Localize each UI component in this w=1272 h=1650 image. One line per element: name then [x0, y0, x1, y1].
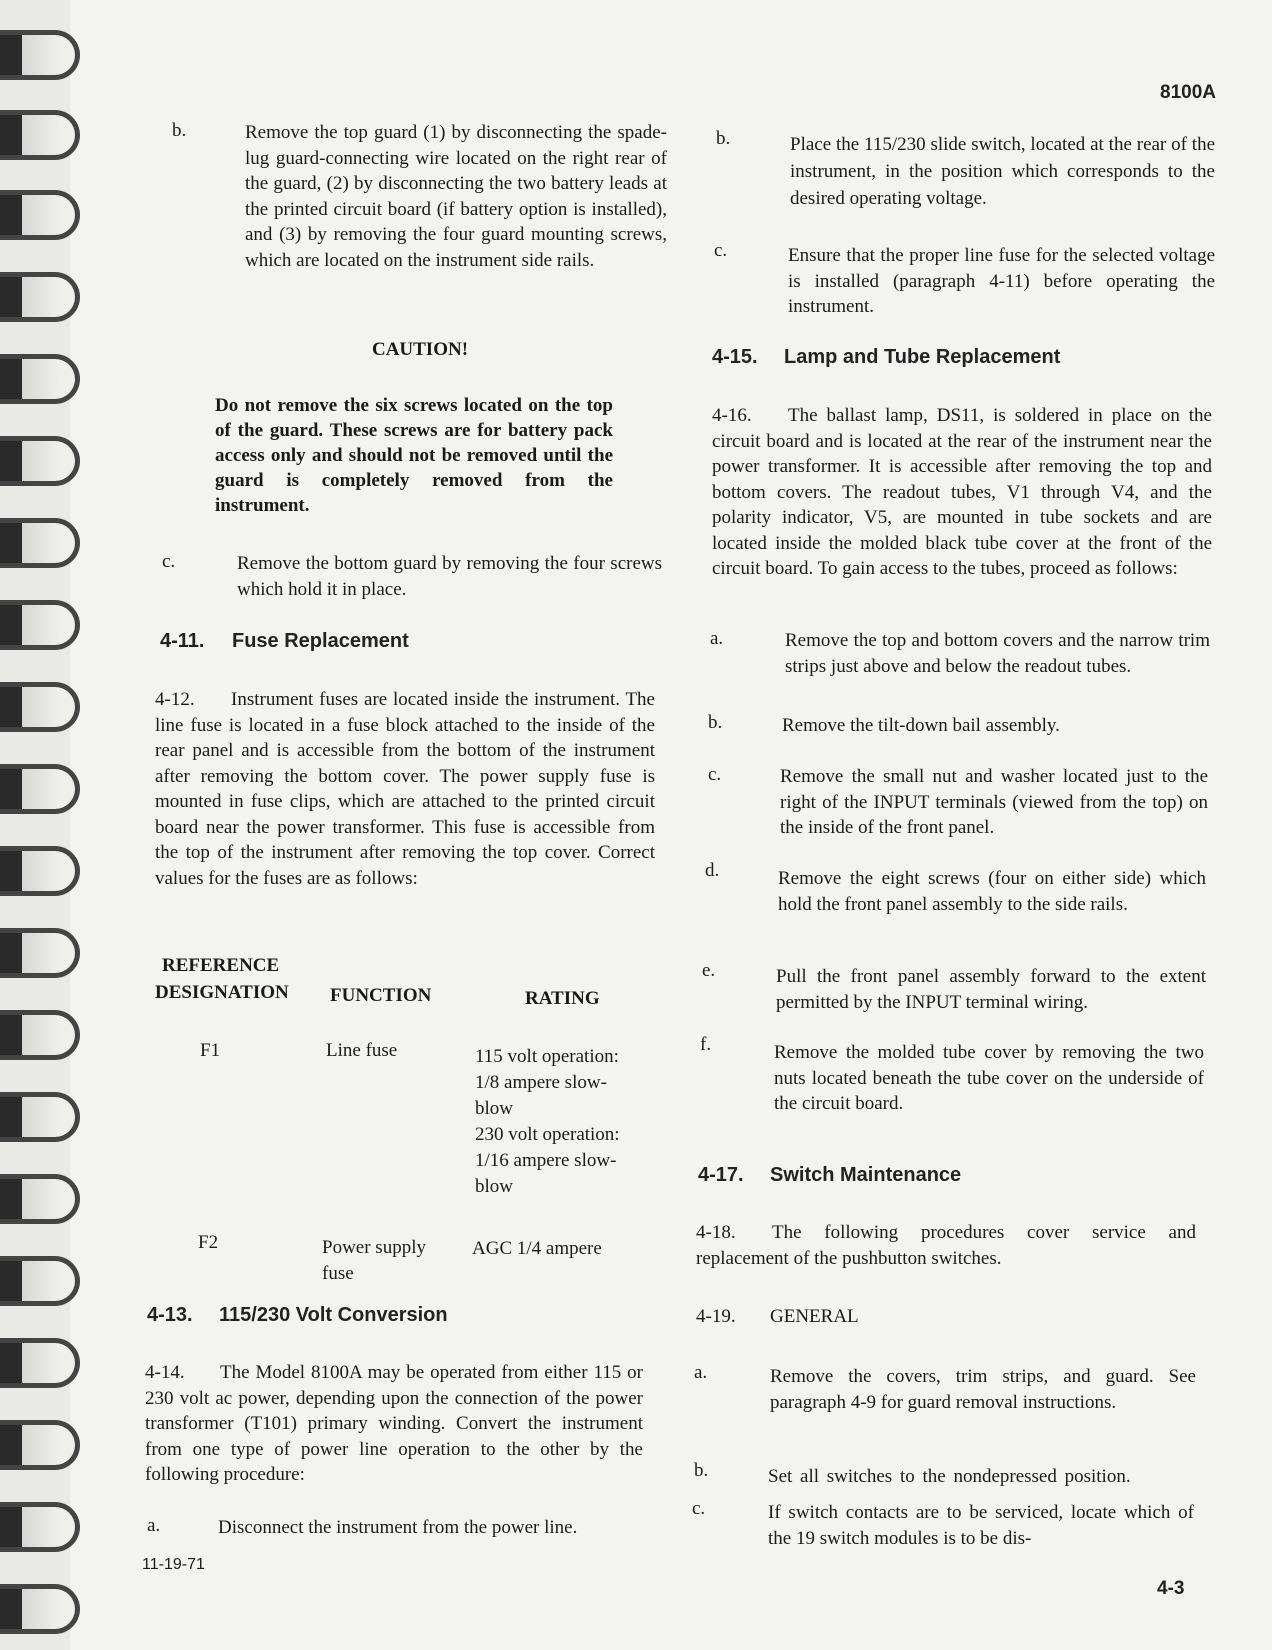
binding-coil [0, 1338, 80, 1388]
step-text: If switch contacts are to be serviced, locate which of the 19 switch modules is to be dis- [768, 1502, 1194, 1549]
section-title: 115/230 Volt Conversion [219, 1304, 448, 1326]
rating-line: 115 volt operation: [475, 1046, 619, 1067]
rating-line: blow [475, 1098, 513, 1119]
binding-coil [0, 600, 80, 650]
paragraph-number: 4-14. [145, 1362, 185, 1383]
binding-coil [0, 846, 80, 896]
rating-line: 1/8 ampere slow- [475, 1072, 607, 1093]
section-heading [698, 1164, 961, 1187]
paragraph-text: Instrument fuses are located inside the instrument. The line fuse is located in a fuse block attached to the inside of the rear panel and is accessible from the bottom of the instrument after removing the bottom cover. The power supply fuse is mounted in fuse clips, which are attached to the printed circuit board near the power transformer. This fuse is accessible from the top of the instrument after removing the top cover. Correct values for the fuses are as follows: [155, 689, 655, 889]
binding-coil [0, 1584, 80, 1634]
step-text: Remove the tilt-down bail assembly. [782, 715, 1060, 736]
rating-line: 230 volt operation: [475, 1124, 620, 1145]
paragraph-number: 4-16. [712, 405, 752, 426]
binding-coil [0, 518, 80, 568]
paragraph-text: The Model 8100A may be operated from either 115 or 230 volt ac power, depending upon the connection of the power transformer (T101) primary winding. Convert the instrument from one type of power line operation to the other by the following procedure: [145, 1362, 643, 1485]
step-text: Remove the covers, trim strips, and guard. See paragraph 4-9 for guard removal instructions. [770, 1366, 1196, 1413]
step-text: Pull the front panel assembly forward to the extent permitted by the INPUT terminal wiring. [776, 966, 1206, 1013]
step-label: a. [710, 628, 724, 649]
footer-date: 11-19-71 [142, 1556, 205, 1573]
paragraph-number: 4-19. [696, 1306, 736, 1327]
step-label: b. [694, 1460, 709, 1481]
section-title: Switch Maintenance [770, 1164, 962, 1186]
binding-coil [0, 110, 80, 160]
step-text: Remove the bottom guard by removing the four screws which hold it in place. [237, 553, 662, 600]
section-heading [712, 346, 1060, 369]
step-label: c. [692, 1498, 706, 1519]
step-label: f. [700, 1034, 712, 1055]
paragraph-number: 4-18. [696, 1222, 736, 1243]
step-label: b. [708, 712, 723, 733]
caution-title: CAUTION! [371, 339, 469, 360]
step-text: Ensure that the proper line fuse for the selected voltage is installed (paragraph 4-11) before operating the instrument. [788, 245, 1215, 317]
paragraph-4-12 [155, 687, 655, 891]
page-number: 4-3 [1157, 1578, 1185, 1599]
table-cell-rating: AGC 1/4 ampere [472, 1238, 602, 1259]
function-line: Power supply [322, 1237, 426, 1258]
table-cell-function [322, 1235, 426, 1287]
binding-coil [0, 30, 80, 80]
page-header-model: 8100A [1160, 82, 1216, 103]
table-header-rating: RATING [525, 988, 600, 1009]
paragraph-text: The following procedures cover service and replacement of the pushbutton switches. [696, 1222, 1196, 1269]
step-text: Remove the small nut and washer located just to the right of the INPUT terminals (viewed from the top) on the inside of the front panel. [780, 766, 1208, 838]
step-label: b. [716, 128, 731, 149]
binding-coil [0, 190, 80, 240]
step-label: b. [172, 120, 187, 141]
binding-coil [0, 1420, 80, 1470]
section-number: 4-17. [698, 1164, 744, 1186]
binding-coil [0, 928, 80, 978]
table-header-function: FUNCTION [330, 985, 432, 1006]
binding-coil [0, 1010, 80, 1060]
step-label: c. [708, 764, 722, 785]
paragraph-4-16 [712, 403, 1212, 582]
table-cell-function: Line fuse [326, 1040, 398, 1061]
table-cell-ref: F2 [198, 1232, 219, 1253]
section-title: Lamp and Tube Replacement [784, 346, 1061, 368]
rating-line: blow [475, 1176, 513, 1197]
paragraph-4-18 [696, 1220, 1196, 1271]
rating-line: 1/16 ampere slow- [475, 1150, 617, 1171]
binding-coil [0, 1502, 80, 1552]
paragraph-number: 4-12. [155, 689, 195, 710]
binding-coil [0, 1174, 80, 1224]
step-label: c. [714, 240, 728, 261]
step-text: Remove the top and bottom covers and the narrow trim strips just above and below the readout tubes. [785, 630, 1210, 677]
binding-coil [0, 436, 80, 486]
table-header-reference: REFERENCE [162, 955, 280, 976]
binding-coil [0, 682, 80, 732]
step-label: c. [162, 551, 176, 572]
spiral-binding [0, 0, 95, 1650]
section-number: 4-15. [712, 346, 758, 368]
step-label: e. [702, 960, 716, 981]
caution-text: Do not remove the six screws located on the top of the guard. These screws are for battery pack access only and should not be removed until the guard is completely removed from the instrument. [215, 395, 613, 516]
table-cell-ref: F1 [200, 1040, 221, 1061]
paragraph-text: The ballast lamp, DS11, is soldered in place on the circuit board and is located at the rear of the instrument near the power transformer. It is accessible after removing the top and bottom covers. The readout tubes, V1 through V4, and the polarity indicator, V5, are mounted in tube sockets and are located inside the molded black tube cover at the front of the circuit board. To gain access to the tubes, proceed as follows: [712, 405, 1212, 579]
step-text: Remove the top guard (1) by disconnecting the spade-lug guard-connecting wire located on the right rear of the guard, (2) by disconnecting the two battery leads at the printed circuit board (if battery option is installed), and (3) by removing the four guard mounting screws, which are located on the instrument side rails. [245, 122, 667, 271]
step-label: d. [705, 860, 720, 881]
function-line: fuse [322, 1263, 354, 1284]
step-text: Remove the molded tube cover by removing the two nuts located beneath the tube cover on the underside of the circuit board. [774, 1042, 1204, 1114]
step-text: Set all switches to the nondepressed position. [768, 1466, 1131, 1487]
table-cell-rating [475, 1044, 620, 1200]
section-heading [160, 630, 409, 653]
subsection-title: GENERAL [770, 1306, 859, 1327]
section-number: 4-13. [147, 1304, 193, 1326]
step-text: Place the 115/230 slide switch, located at the rear of the instrument, in the position which corresponds to the desired operating voltage. [790, 134, 1215, 209]
step-text: Disconnect the instrument from the power line. [218, 1517, 578, 1538]
table-header-designation: DESIGNATION [155, 982, 289, 1003]
section-title: Fuse Replacement [232, 630, 409, 652]
section-heading [147, 1304, 448, 1327]
binding-coil [0, 1092, 80, 1142]
step-label: a. [147, 1515, 161, 1536]
binding-coil [0, 272, 80, 322]
paragraph-4-14 [145, 1360, 643, 1488]
binding-coil [0, 1256, 80, 1306]
binding-coil [0, 354, 80, 404]
binding-coil [0, 764, 80, 814]
step-label: a. [694, 1362, 708, 1383]
step-text: Remove the eight screws (four on either side) which hold the front panel assembly to the side rails. [778, 868, 1206, 915]
section-number: 4-11. [160, 630, 205, 652]
